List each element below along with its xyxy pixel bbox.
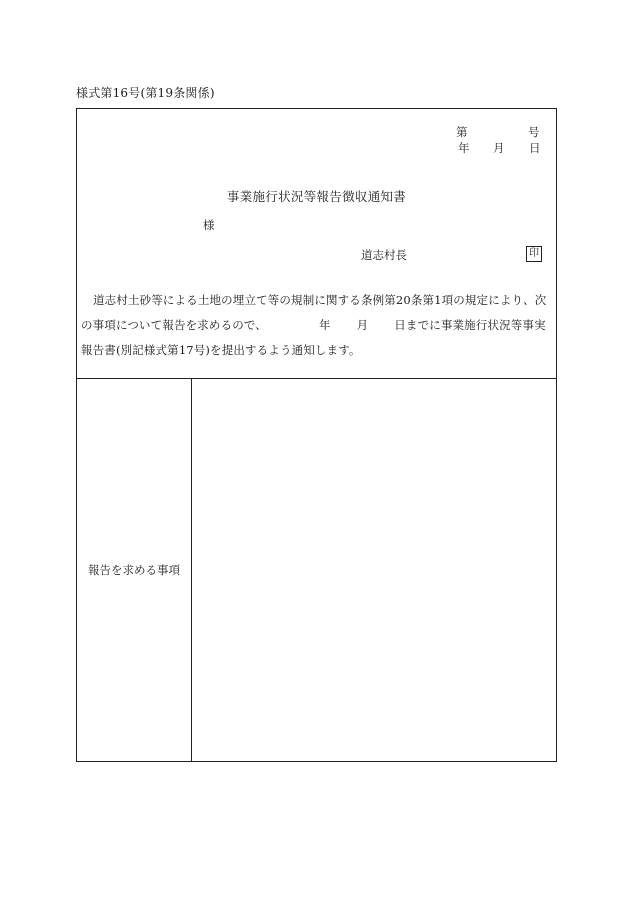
body-line-3: 報告書(別記様式第17号)を提出するよう通知します。 — [81, 343, 361, 357]
date-year-label: 年 — [458, 141, 470, 155]
date-month-label: 月 — [493, 141, 505, 155]
addressee-suffix: 様 — [203, 218, 215, 232]
form-number-label: 様式第16号(第19条関係) — [76, 86, 215, 100]
body-line-2-end: 日までに事業施行状況等事実 — [394, 318, 546, 332]
report-items-label-text: 報告を求める事項 — [88, 562, 180, 577]
doc-number-suffix: 号 — [528, 125, 540, 139]
sender-name: 道志村長 — [361, 248, 407, 262]
body-line-2-month: 月 — [356, 318, 369, 332]
body-line-1: 道志村土砂等による土地の埋立て等の規制に関する条例第20条第1項の規定により、次 — [93, 293, 547, 307]
body-line-2-year: 年 — [318, 318, 331, 332]
report-items-field[interactable] — [192, 378, 556, 761]
date-day-label: 日 — [529, 141, 541, 155]
body-line-2 — [81, 317, 546, 333]
document-title: 事業施行状況等報告徴収通知書 — [226, 189, 407, 204]
doc-number-prefix: 第 — [456, 125, 468, 139]
notice-form — [76, 108, 557, 762]
seal-mark: 印 — [526, 246, 542, 262]
report-items-label — [77, 378, 191, 761]
body-line-2-start: の事項について報告を求めるので、 — [81, 318, 267, 332]
notice-header — [77, 109, 556, 378]
